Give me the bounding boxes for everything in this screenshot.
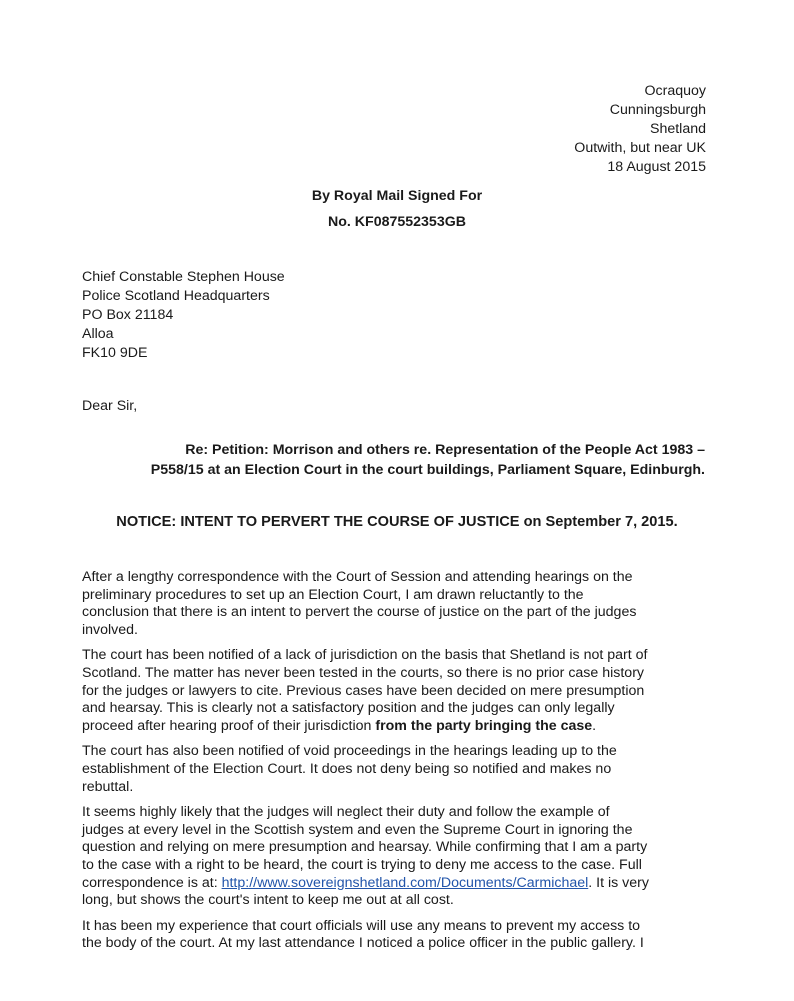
recipient-postcode: FK10 9DE xyxy=(82,345,148,361)
body-line xyxy=(82,718,722,736)
body-line: It has been my experience that court officials will use any means to prevent my access to xyxy=(82,917,641,934)
body-line: The court has also been notified of void proceedings in the hearings leading up to the xyxy=(82,743,617,760)
body-text: correspondence is at: xyxy=(82,874,222,891)
paragraph-1 xyxy=(82,569,722,639)
body-line: The court has been notified of a lack of jurisdiction on the basis that Shetland is not part of xyxy=(82,647,648,664)
body-line: to the case with a right to be heard, the court is trying to deny me access to the case. Full xyxy=(82,856,642,873)
sender-address-line: Shetland xyxy=(649,121,706,137)
body-text: . It is very xyxy=(588,874,649,891)
body-text: proceed after hearing proof of their jurisdiction xyxy=(82,717,376,734)
notice-heading: NOTICE: INTENT TO PERVERT THE COURSE OF JUSTICE on September 7, 2015. xyxy=(116,514,678,530)
body-line: rebuttal. xyxy=(82,778,134,795)
subject-line xyxy=(90,440,705,480)
paragraph-3 xyxy=(82,743,722,796)
body-line: preliminary procedures to set up an Election Court, I am drawn reluctantly to the xyxy=(82,586,584,603)
recipient-address xyxy=(82,268,285,363)
recipient-name: Chief Constable Stephen House xyxy=(82,269,285,285)
recipient-address-line: Police Scotland Headquarters xyxy=(82,288,270,304)
paragraph-2 xyxy=(82,647,722,735)
sender-address xyxy=(574,82,706,177)
sender-address-line: Cunningsburgh xyxy=(609,102,706,118)
sender-address-line: Outwith, but near UK xyxy=(574,140,706,156)
body-line: the body of the court. At my last attendance I noticed a police officer in the public gallery. I xyxy=(82,935,644,952)
body-line: question and relying on mere presumption and hearsay. While confirming that I am a party xyxy=(82,839,648,856)
body-line: long, but shows the court's intent to keep me out at all cost. xyxy=(82,892,454,909)
body-line: judges at every level in the Scottish system and even the Supreme Court in ignoring the xyxy=(82,821,633,838)
body-line: for the judges or lawyers to cite. Previous cases have been decided on mere presumption xyxy=(82,682,645,699)
correspondence-link[interactable]: http://www.sovereignshetland.com/Documents/Carmichael xyxy=(221,874,589,891)
sender-address-line: Ocraquoy xyxy=(644,83,706,99)
letter-body xyxy=(82,569,722,961)
emphasis-text: from the party bringing the case xyxy=(375,717,593,734)
body-line xyxy=(82,875,722,893)
recipient-address-line: Alloa xyxy=(82,326,114,342)
body-line: Scotland. The matter has never been tested in the courts, so there is no prior case history xyxy=(82,664,645,681)
letter-date: 18 August 2015 xyxy=(607,159,706,175)
body-line: After a lengthy correspondence with the Court of Session and attending hearings on the xyxy=(82,569,633,585)
body-line: and hearsay. This is clearly not a satisfactory position and the judges can only legally xyxy=(82,700,615,717)
recipient-address-line: PO Box 21184 xyxy=(82,307,174,323)
subject-line-1: Re: Petition: Morrison and others re. Representation of the People Act 1983 – xyxy=(185,442,705,458)
paragraph-4 xyxy=(82,804,722,910)
subject-line-2: P558/15 at an Election Court in the court buildings, Parliament Square, Edinburgh. xyxy=(150,462,705,478)
body-line: establishment of the Election Court. It does not deny being so notified and makes no xyxy=(82,760,612,777)
postage-method: By Royal Mail Signed For xyxy=(311,188,483,204)
body-line: It seems highly likely that the judges will neglect their duty and follow the example of xyxy=(82,804,610,821)
salutation: Dear Sir, xyxy=(82,398,138,414)
paragraph-5 xyxy=(82,918,722,953)
tracking-number: No. KF087552353GB xyxy=(327,214,466,230)
body-line: involved. xyxy=(82,621,138,638)
body-line: conclusion that there is an intent to pervert the course of justice on the part of the judges xyxy=(82,604,637,621)
body-text: . xyxy=(592,717,597,734)
